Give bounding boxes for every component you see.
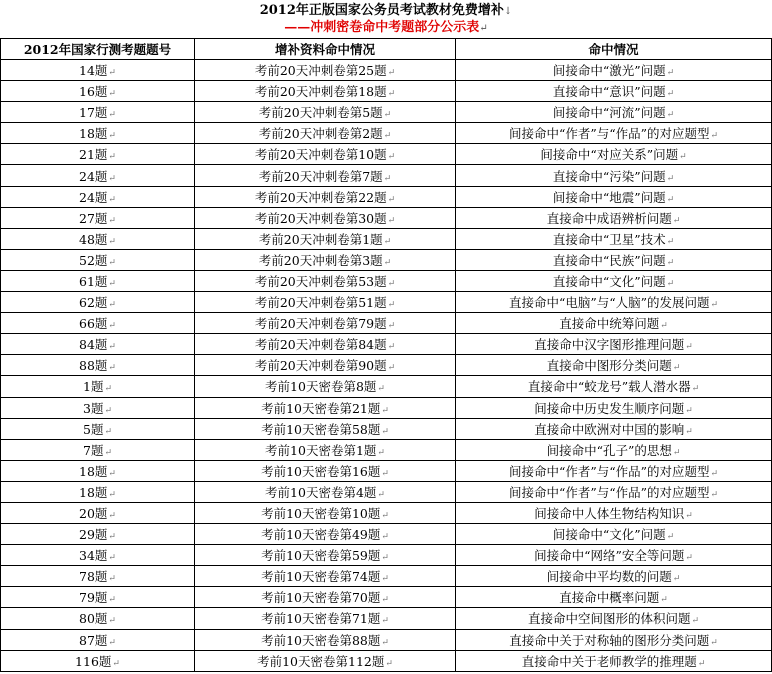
table-row <box>1 587 772 608</box>
cell-question-number: 80题↵ <box>1 608 195 629</box>
document-subtitle: ——冲刺密卷命中考题部分公示表↵ <box>284 20 488 35</box>
cell-question-number: 18题↵ <box>1 481 195 502</box>
cell-question-number: 24题↵ <box>1 165 195 186</box>
cell-hit-status: 间接命中“网络”安全等问题↵ <box>456 545 772 566</box>
cell-supplement-hit: 考前20天冲刺卷第3题↵ <box>195 249 456 270</box>
cell-hit-status: 间接命中“作者”与“作品”的对应题型↵ <box>456 460 772 481</box>
cell-supplement-hit: 考前20天冲刺卷第25题↵ <box>195 60 456 81</box>
table-row <box>1 439 772 460</box>
cell-supplement-hit: 考前20天冲刺卷第79题↵ <box>195 313 456 334</box>
cell-question-number: 84题↵ <box>1 334 195 355</box>
cell-hit-status: 间接命中“激光”问题↵ <box>456 60 772 81</box>
cell-hit-status: 直接命中汉字图形推理问题↵ <box>456 334 772 355</box>
cell-supplement-hit: 考前20天冲刺卷第30题↵ <box>195 207 456 228</box>
cell-supplement-hit: 考前10天密卷第70题↵ <box>195 587 456 608</box>
cell-question-number: 1题↵ <box>1 376 195 397</box>
cell-question-number: 29题↵ <box>1 524 195 545</box>
cell-question-number: 5题↵ <box>1 418 195 439</box>
cell-supplement-hit: 考前20天冲刺卷第2题↵ <box>195 123 456 144</box>
cell-supplement-hit: 考前10天密卷第10题↵ <box>195 502 456 523</box>
cell-supplement-hit: 考前10天密卷第58题↵ <box>195 418 456 439</box>
cell-supplement-hit: 考前10天密卷第59题↵ <box>195 545 456 566</box>
cell-hit-status: 直接命中“民族”问题↵ <box>456 249 772 270</box>
table-row <box>1 376 772 397</box>
cell-question-number: 66题↵ <box>1 313 195 334</box>
cell-hit-status: 直接命中“蛟龙号”载人潜水器↵ <box>456 376 772 397</box>
cell-supplement-hit: 考前20天冲刺卷第7题↵ <box>195 165 456 186</box>
cell-question-number: 79题↵ <box>1 587 195 608</box>
table-row <box>1 81 772 102</box>
table-row <box>1 270 772 291</box>
table-row <box>1 481 772 502</box>
table-row <box>1 566 772 587</box>
cell-hit-status: 直接命中统筹问题↵ <box>456 313 772 334</box>
table-header-row <box>1 39 772 60</box>
table-row <box>1 207 772 228</box>
cell-supplement-hit: 考前20天冲刺卷第22题↵ <box>195 186 456 207</box>
cell-supplement-hit: 考前10天密卷第71题↵ <box>195 608 456 629</box>
cell-question-number: 18题↵ <box>1 460 195 481</box>
header-question-number: 2012年国家行测考题题号 <box>1 39 195 60</box>
cell-question-number: 17题↵ <box>1 102 195 123</box>
cell-question-number: 62题↵ <box>1 292 195 313</box>
table-row <box>1 292 772 313</box>
cell-question-number: 61题↵ <box>1 270 195 291</box>
cell-hit-status: 直接命中成语辨析问题↵ <box>456 207 772 228</box>
table-row <box>1 102 772 123</box>
cell-question-number: 20题↵ <box>1 502 195 523</box>
cell-supplement-hit: 考前10天密卷第74题↵ <box>195 566 456 587</box>
cell-hit-status: 间接命中“地震”问题↵ <box>456 186 772 207</box>
table-row <box>1 165 772 186</box>
cell-hit-status: 间接命中平均数的问题↵ <box>456 566 772 587</box>
cell-question-number: 24题↵ <box>1 186 195 207</box>
cell-supplement-hit: 考前20天冲刺卷第84题↵ <box>195 334 456 355</box>
table-row <box>1 629 772 650</box>
cell-hit-status: 间接命中“文化”问题↵ <box>456 524 772 545</box>
table-body <box>1 60 772 672</box>
table-row <box>1 460 772 481</box>
cell-supplement-hit: 考前10天密卷第49题↵ <box>195 524 456 545</box>
cell-question-number: 116题↵ <box>1 650 195 671</box>
cell-hit-status: 直接命中关于对称轴的图形分类问题↵ <box>456 629 772 650</box>
table-row <box>1 502 772 523</box>
table-row <box>1 418 772 439</box>
cell-supplement-hit: 考前10天密卷第21题↵ <box>195 397 456 418</box>
cell-supplement-hit: 考前20天冲刺卷第18题↵ <box>195 81 456 102</box>
cell-hit-status: 间接命中历史发生顺序问题↵ <box>456 397 772 418</box>
cell-hit-status: 直接命中欧洲对中国的影响↵ <box>456 418 772 439</box>
table-row <box>1 313 772 334</box>
table-row <box>1 355 772 376</box>
cell-hit-status: 间接命中“孔子”的思想↵ <box>456 439 772 460</box>
cell-supplement-hit: 考前10天密卷第4题↵ <box>195 481 456 502</box>
cell-hit-status: 直接命中概率问题↵ <box>456 587 772 608</box>
cell-hit-status: 间接命中“河流”问题↵ <box>456 102 772 123</box>
cell-supplement-hit: 考前10天密卷第16题↵ <box>195 460 456 481</box>
cell-question-number: 27题↵ <box>1 207 195 228</box>
table-row <box>1 397 772 418</box>
cell-supplement-hit: 考前20天冲刺卷第51题↵ <box>195 292 456 313</box>
cell-hit-status: 直接命中“污染”问题↵ <box>456 165 772 186</box>
cell-hit-status: 直接命中空间图形的体积问题↵ <box>456 608 772 629</box>
cell-supplement-hit: 考前10天密卷第8题↵ <box>195 376 456 397</box>
cell-question-number: 52题↵ <box>1 249 195 270</box>
cell-supplement-hit: 考前10天密卷第112题↵ <box>195 650 456 671</box>
table-row <box>1 123 772 144</box>
table-row <box>1 524 772 545</box>
document-title: 2012年正版国家公务员考试教材免费增补↓ <box>259 3 513 18</box>
cell-supplement-hit: 考前20天冲刺卷第53题↵ <box>195 270 456 291</box>
cell-supplement-hit: 考前20天冲刺卷第10题↵ <box>195 144 456 165</box>
table-row <box>1 650 772 671</box>
hit-table <box>0 38 772 672</box>
table-row <box>1 545 772 566</box>
cell-question-number: 18题↵ <box>1 123 195 144</box>
cell-supplement-hit: 考前10天密卷第1题↵ <box>195 439 456 460</box>
cell-hit-status: 间接命中“作者”与“作品”的对应题型↵ <box>456 481 772 502</box>
cell-hit-status: 间接命中“对应关系”问题↵ <box>456 144 772 165</box>
cell-supplement-hit: 考前10天密卷第88题↵ <box>195 629 456 650</box>
cell-supplement-hit: 考前20天冲刺卷第5题↵ <box>195 102 456 123</box>
table-row <box>1 186 772 207</box>
table-row <box>1 249 772 270</box>
table-row <box>1 334 772 355</box>
cell-question-number: 16题↵ <box>1 81 195 102</box>
cell-hit-status: 间接命中人体生物结构知识↵ <box>456 502 772 523</box>
cell-hit-status: 直接命中图形分类问题↵ <box>456 355 772 376</box>
cell-question-number: 21题↵ <box>1 144 195 165</box>
table-row <box>1 228 772 249</box>
cell-question-number: 88题↵ <box>1 355 195 376</box>
table-row <box>1 144 772 165</box>
cell-question-number: 48题↵ <box>1 228 195 249</box>
header-supplement-hit: 增补资料命中情况 <box>195 39 456 60</box>
cell-hit-status: 直接命中“意识”问题↵ <box>456 81 772 102</box>
cell-question-number: 3题↵ <box>1 397 195 418</box>
header-hit-status: 命中情况 <box>456 39 772 60</box>
cell-question-number: 34题↵ <box>1 545 195 566</box>
cell-hit-status: 直接命中关于老师教学的推理题↵ <box>456 650 772 671</box>
table-row <box>1 608 772 629</box>
cell-hit-status: 直接命中“卫星”技术↵ <box>456 228 772 249</box>
cell-question-number: 7题↵ <box>1 439 195 460</box>
cell-supplement-hit: 考前20天冲刺卷第90题↵ <box>195 355 456 376</box>
cell-question-number: 14题↵ <box>1 60 195 81</box>
cell-hit-status: 间接命中“作者”与“作品”的对应题型↵ <box>456 123 772 144</box>
cell-hit-status: 直接命中“电脑”与“人脑”的发展问题↵ <box>456 292 772 313</box>
cell-question-number: 78题↵ <box>1 566 195 587</box>
cell-hit-status: 直接命中“文化”问题↵ <box>456 270 772 291</box>
cell-question-number: 87题↵ <box>1 629 195 650</box>
cell-supplement-hit: 考前20天冲刺卷第1题↵ <box>195 228 456 249</box>
table-row <box>1 60 772 81</box>
